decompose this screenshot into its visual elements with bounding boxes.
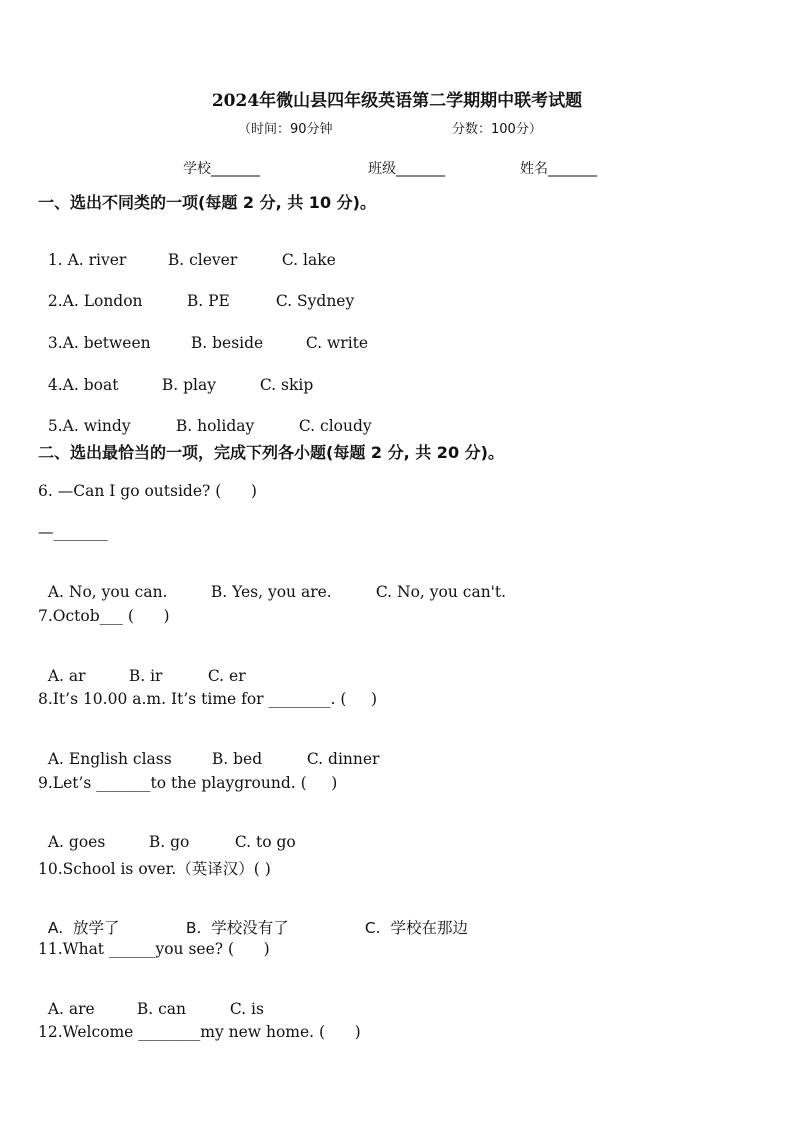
question-2 xyxy=(38,274,354,310)
option-b: B. play xyxy=(161,376,216,394)
option-b: B. holiday xyxy=(175,417,255,435)
class-field: 班级_______ xyxy=(368,161,445,177)
option-b: B. Yes, you are. xyxy=(210,583,332,601)
question-6-answer-blank: —_______ xyxy=(38,523,108,541)
option-a: 5.A. windy xyxy=(47,417,131,435)
option-c: C. Sydney xyxy=(275,292,355,310)
question-7-options xyxy=(38,649,246,685)
page-title: 2024年微山县四年级英语第二学期期中联考试题 xyxy=(211,91,583,111)
question-9: 9.Let’s _______to the playground. ( ) xyxy=(38,774,338,792)
option-b: B. go xyxy=(148,833,190,851)
option-b: B. clever xyxy=(167,251,238,269)
exam-score: 分数：100分） xyxy=(452,122,542,137)
option-a: 4.A. boat xyxy=(47,376,119,394)
name-field: 姓名_______ xyxy=(520,161,597,177)
option-a: 1. A. river xyxy=(47,251,127,269)
option-c: C. skip xyxy=(259,376,314,394)
option-b: B. ir xyxy=(128,667,163,685)
section1-heading: 一、选出不同类的一项(每题 2 分, 共 10 分)。 xyxy=(38,193,376,212)
option-c: C. 学校在那边 xyxy=(364,919,468,937)
option-c: C. er xyxy=(207,667,246,685)
option-c: C. is xyxy=(229,1000,264,1018)
question-1 xyxy=(38,233,336,269)
section2-heading: 二、选出最恰当的一项，完成下列各小题(每题 2 分, 共 20 分)。 xyxy=(38,443,504,462)
option-c: C. No, you can't. xyxy=(375,583,507,601)
exam-time: （时间：90分钟 xyxy=(238,122,333,137)
option-b: B. bed xyxy=(211,750,263,768)
question-4 xyxy=(38,358,313,394)
option-b: B. PE xyxy=(186,292,230,310)
option-b: B. beside xyxy=(190,334,264,352)
option-b: B. 学校没有了 xyxy=(185,919,289,937)
question-6: 6. —Can I go outside? ( ) xyxy=(38,482,257,500)
question-9-options xyxy=(38,815,296,851)
question-5 xyxy=(38,399,372,435)
question-10-options xyxy=(38,898,468,938)
question-7: 7.Octob___ ( ) xyxy=(38,607,170,625)
option-a: A. goes xyxy=(47,833,106,851)
option-a: A. No, you can. xyxy=(47,583,168,601)
question-3 xyxy=(38,316,368,352)
question-8-options xyxy=(38,732,379,768)
option-a: A. are xyxy=(47,1000,95,1018)
school-field: 学校_______ xyxy=(183,161,260,177)
option-a: 3.A. between xyxy=(47,334,151,352)
option-c: C. to go xyxy=(234,833,296,851)
question-11: 11.What ______you see? ( ) xyxy=(38,940,270,958)
option-c: C. write xyxy=(305,334,369,352)
option-a: 2.A. London xyxy=(47,292,143,310)
option-a: A. 放学了 xyxy=(47,919,120,937)
option-c: C. cloudy xyxy=(298,417,372,435)
option-a: A. ar xyxy=(47,667,86,685)
question-8: 8.It’s 10.00 a.m. It’s time for ________. ( ) xyxy=(38,690,378,708)
question-10: 10.School is over.（英译汉）( ) xyxy=(38,860,271,878)
option-b: B. can xyxy=(136,1000,187,1018)
option-c: C. lake xyxy=(281,251,336,269)
question-6-options xyxy=(38,565,506,601)
option-a: A. English class xyxy=(47,750,172,768)
option-c: C. dinner xyxy=(306,750,380,768)
question-12: 12.Welcome ________my new home. ( ) xyxy=(38,1023,361,1041)
question-11-options xyxy=(38,982,264,1018)
